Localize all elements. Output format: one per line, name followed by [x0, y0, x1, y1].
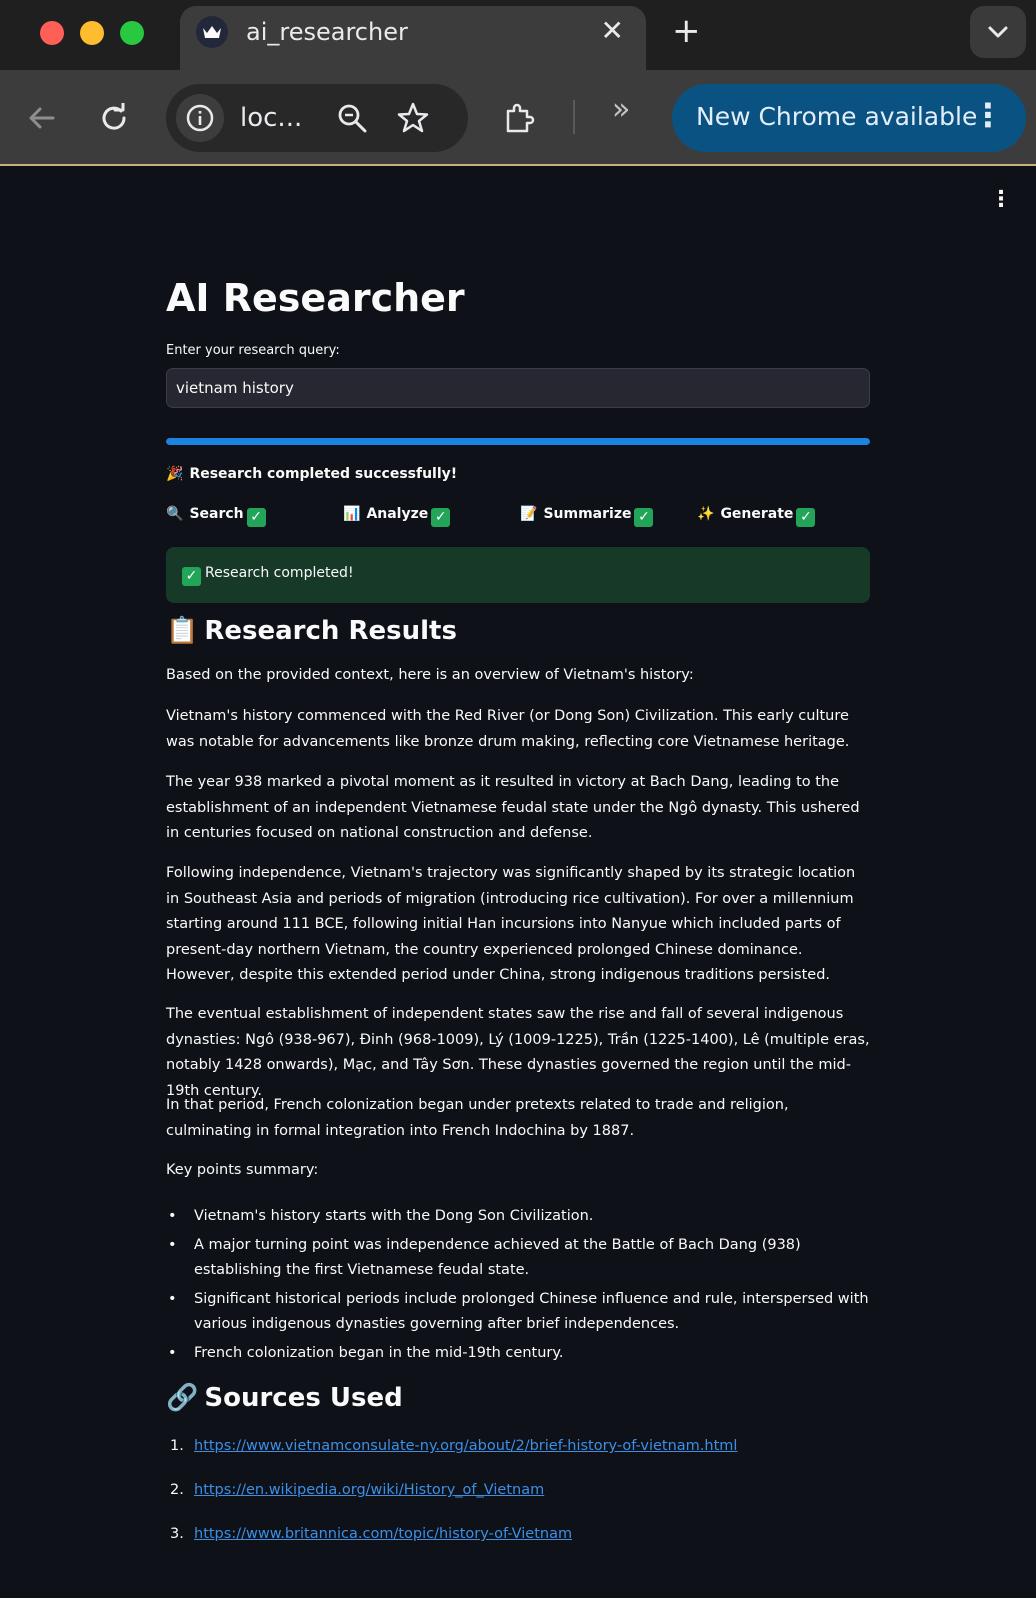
sources-heading: 🔗 Sources Used [166, 1383, 403, 1413]
arrow-left-icon [27, 103, 57, 133]
list-item: • Significant historical periods include prolonged Chinese influence and rule, interspersed with various indigenous dynasties governing after brief independences. [166, 1287, 870, 1338]
magnifier-icon: 🔍 [166, 506, 184, 522]
completion-message: 🎉 Research completed successfully! [166, 466, 458, 482]
bookmark-star-icon[interactable] [396, 101, 430, 139]
app-main [0, 168, 1036, 1598]
paragraph: The year 938 marked a pivotal moment as it resulted in victory at Bach Dang, leading to the establishment of an independent Vietnamese feudal state under the Ngô dynasty. This ushered in centuries focused on national construction and defense. [166, 774, 860, 841]
progress-bar [166, 438, 870, 445]
source-number: 3. [170, 1526, 184, 1542]
page-title: AI Researcher [166, 276, 465, 320]
browser-toolbar [0, 70, 1036, 166]
site-info-icon[interactable] [176, 94, 224, 142]
step-generate: ✨ Generate ✓ [697, 506, 815, 527]
tab-close-icon[interactable]: ✕ [600, 14, 624, 47]
update-label: New Chrome available [696, 102, 978, 131]
check-icon: ✓ [182, 567, 201, 586]
source-link[interactable]: https://www.britannica.com/topic/history-of-Vietnam [194, 1526, 573, 1542]
close-window-button[interactable] [40, 21, 64, 45]
check-icon: ✓ [431, 508, 450, 527]
party-popper-icon: 🎉 [166, 466, 184, 482]
source-number: 1. [170, 1438, 184, 1454]
address-bar[interactable] [166, 84, 468, 152]
step-search: 🔍 Search ✓ [166, 506, 266, 527]
pipeline-steps [166, 506, 870, 530]
more-vertical-icon[interactable]: ⋮ [972, 96, 1004, 134]
list-item: • French colonization began in the mid-19th century. [166, 1341, 870, 1367]
sparkles-icon: ✨ [697, 506, 715, 522]
tab-title: ai_researcher [246, 18, 408, 46]
check-icon: ✓ [634, 508, 653, 527]
minimize-window-button[interactable] [80, 21, 104, 45]
query-label: Enter your research query: [166, 343, 340, 358]
check-icon: ✓ [796, 508, 815, 527]
source-number: 2. [170, 1482, 184, 1498]
query-input[interactable] [166, 368, 870, 408]
extensions-button[interactable] [500, 98, 540, 138]
alert-text: ✓ Research completed! [182, 565, 354, 586]
paragraph: Following independence, Vietnam's trajectory was significantly shaped by its strategic location in Southeast Asia and periods of migration (introducing rice cultivation). For over a millennium starting around 111 BCE, following initial Han incursions into Nanyue which included parts of present-day northern Vietnam, the country experienced prolonged Chinese dominance. However, despite this extended period under China, strong indigenous traditions persisted. [166, 865, 856, 983]
paragraph: In that period, French colonization began under pretexts related to trade and religion, culminating in formal integration into French Indochina by 1887. [166, 1097, 789, 1139]
tab-strip [0, 0, 1036, 70]
list-item: • Vietnam's history starts with the Dong Son Civilization. [166, 1204, 870, 1230]
chrome-update-button[interactable] [672, 84, 1026, 152]
memo-icon: 📝 [520, 506, 538, 522]
toolbar-separator [573, 100, 575, 134]
progress-fill [166, 438, 870, 445]
reload-icon [99, 103, 129, 133]
key-points-list [166, 1204, 870, 1369]
zoom-icon[interactable] [336, 102, 368, 138]
paragraph: The eventual establishment of independent states saw the rise and fall of several indigenous dynasties: Ngô (938-967), Đinh (968-1009), Lý (1009-1225), Trần (1225-1400), Lê (multiple eras, notably 1428 onwards), Mạc, and Tây Sơn. These dynasties governed the region until the mid-19th century. [166, 1006, 870, 1099]
paragraph: Key points summary: [166, 1162, 319, 1178]
list-item: • A major turning point was independence achieved at the Battle of Bach Dang (938) establishing the first Vietnamese feudal state. [166, 1233, 870, 1284]
puzzle-piece-icon [503, 101, 537, 135]
link-icon: 🔗 [166, 1383, 199, 1413]
success-alert [166, 547, 870, 603]
paragraph: Based on the provided context, here is an overview of Vietnam's history: [166, 667, 694, 683]
step-summarize: 📝 Summarize ✓ [520, 506, 653, 527]
overflow-chevrons-icon[interactable]: » [612, 92, 631, 127]
source-link[interactable]: https://en.wikipedia.org/wiki/History_of_Vietnam [194, 1482, 545, 1498]
check-icon: ✓ [247, 508, 266, 527]
source-link[interactable]: https://www.vietnamconsulate-ny.org/about/2/brief-history-of-vietnam.html [194, 1438, 738, 1454]
step-analyze: 📊 Analyze ✓ [343, 506, 450, 527]
clipboard-icon: 📋 [166, 616, 199, 646]
chevron-down-icon [987, 25, 1009, 39]
crown-favicon-icon [196, 16, 228, 48]
new-tab-button[interactable]: + [672, 11, 701, 51]
tab-search-button[interactable] [970, 6, 1026, 58]
results-heading: 📋 Research Results [166, 616, 457, 646]
paragraph: Vietnam's history commenced with the Red River (or Dong Son) Civilization. This early culture was notable for advancements like bronze drum making, reflecting core Vietnamese heritage. [166, 708, 850, 750]
bar-chart-icon: 📊 [343, 506, 361, 522]
reload-button[interactable] [94, 98, 134, 138]
maximize-window-button[interactable] [120, 21, 144, 45]
browser-tab[interactable] [180, 6, 646, 70]
url-text[interactable]: loc... [240, 103, 303, 133]
app-menu-icon[interactable]: ⋮ [990, 187, 1012, 212]
back-button[interactable] [22, 98, 62, 138]
